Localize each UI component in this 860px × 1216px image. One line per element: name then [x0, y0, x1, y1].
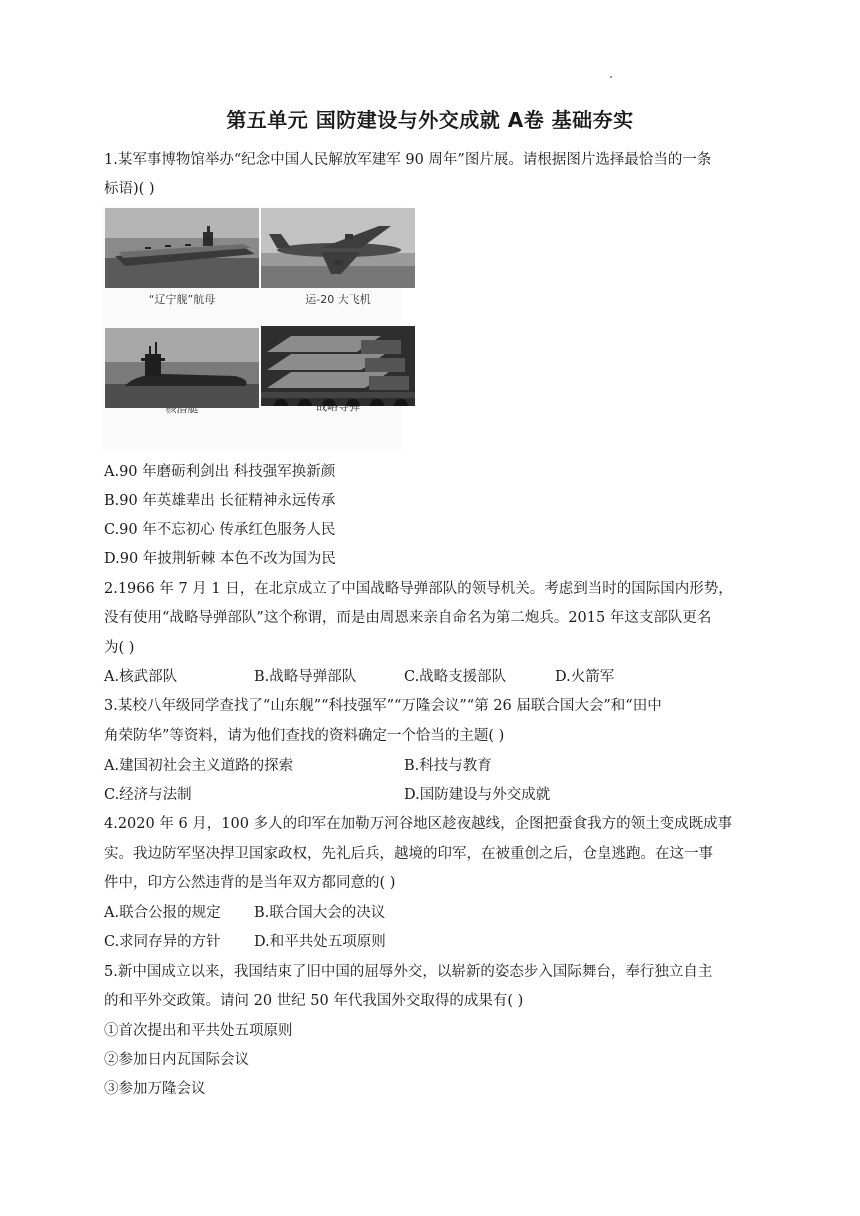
- figure-caption: 核潜艇: [165, 402, 199, 415]
- nuclear-submarine-icon: [105, 328, 259, 408]
- q3-stem-line2: 角荣防华”等资料，请为他们查找的资料确定一个恰当的主题( ): [104, 728, 505, 744]
- q2-option-a: A.核武部队: [104, 669, 178, 685]
- q2-option-d: D.火箭军: [555, 669, 615, 685]
- q2-stem-line3: 为( ): [104, 640, 135, 656]
- q1-stem-line1: 1.某军事博物馆举办“纪念中国人民解放军建军 90 周年”图片展。请根据图片选择最恰当的一条: [104, 152, 712, 168]
- strategic-missiles-icon: [261, 326, 415, 406]
- q3-option-d: D.国防建设与外交成就: [404, 787, 551, 803]
- q1-option-d: D.90 年披荆斩棘 本色不改为国为民: [104, 551, 336, 567]
- q1-figure-grid: [103, 206, 401, 450]
- aircraft-carrier-icon: [105, 208, 259, 288]
- scan-dot: [610, 76, 612, 78]
- q3-option-a: A.建国初社会主义道路的探索: [104, 758, 294, 774]
- transport-plane-icon: [261, 208, 415, 288]
- figure-carrier: [105, 208, 259, 307]
- q3-option-c: C.经济与法制: [104, 787, 192, 803]
- q4-option-d: D.和平共处五项原则: [254, 934, 386, 950]
- q1-option-a: A.90 年磨砺利剑出 科技强军换新颜: [104, 464, 336, 480]
- q4-option-b: B.联合国大会的决议: [254, 905, 386, 921]
- q5-item-1: ①首次提出和平共处五项原则: [104, 1023, 293, 1039]
- q1-option-c: C.90 年不忘初心 传承红色服务人民: [104, 522, 336, 538]
- q2-stem-line2: 没有使用“战略导弹部队”这个称谓，而是由周恩来亲自命名为第二炮兵。2015 年这支部队更名: [104, 610, 712, 626]
- q4-stem-line3: 件中，印方公然违背的是当年双方都同意的( ): [104, 875, 396, 891]
- q5-item-3: ③参加万隆会议: [104, 1081, 206, 1097]
- q2-option-c: C.战略支援部队: [404, 669, 507, 685]
- q4-option-c: C.求同存异的方针: [104, 934, 221, 950]
- q3-stem-line1: 3.某校八年级同学查找了“山东舰”“科技强军”“万隆会议”“第 26 届联合国大会”和“田中: [104, 698, 662, 714]
- figure-caption: 战略导弹: [316, 400, 360, 413]
- q4-stem-line1: 4.2020 年 6 月，100 多人的印军在加勒万河谷地区趁夜越线，企图把蚕食我方的领土变成既成事: [104, 816, 733, 832]
- q3-option-b: B.科技与教育: [404, 758, 492, 774]
- figure-missiles: [261, 326, 415, 414]
- figure-caption: “辽宁舰”航母: [148, 293, 216, 306]
- q1-stem-line2: 标语)( ): [104, 181, 155, 197]
- q4-stem-line2: 实。我边防军坚决捍卫国家政权，先礼后兵，越境的印军，在被重创之后，仓皇逃跑。在这一事: [104, 846, 713, 862]
- q5-stem-line1: 5.新中国成立以来，我国结束了旧中国的屈辱外交，以崭新的姿态步入国际舞台，奉行独立自主: [104, 964, 713, 980]
- q4-option-a: A.联合公报的规定: [104, 905, 221, 921]
- page-title: 第五单元 国防建设与外交成就 A卷 基础夯实: [226, 108, 634, 132]
- q1-option-b: B.90 年英雄辈出 长征精神永远传承: [104, 493, 336, 509]
- q2-option-b: B.战略导弹部队: [254, 669, 357, 685]
- q2-stem-line1: 2.1966 年 7 月 1 日，在北京成立了中国战略导弹部队的领导机关。考虑到当时的国际国内形势，: [104, 581, 733, 597]
- figure-caption: 运-20 大飞机: [305, 293, 371, 306]
- q5-stem-line2: 的和平外交政策。请问 20 世纪 50 年代我国外交取得的成果有( ): [104, 993, 524, 1009]
- figure-submarine: [105, 328, 259, 416]
- q5-item-2: ②参加日内瓦国际会议: [104, 1052, 249, 1068]
- figure-plane: [261, 208, 415, 307]
